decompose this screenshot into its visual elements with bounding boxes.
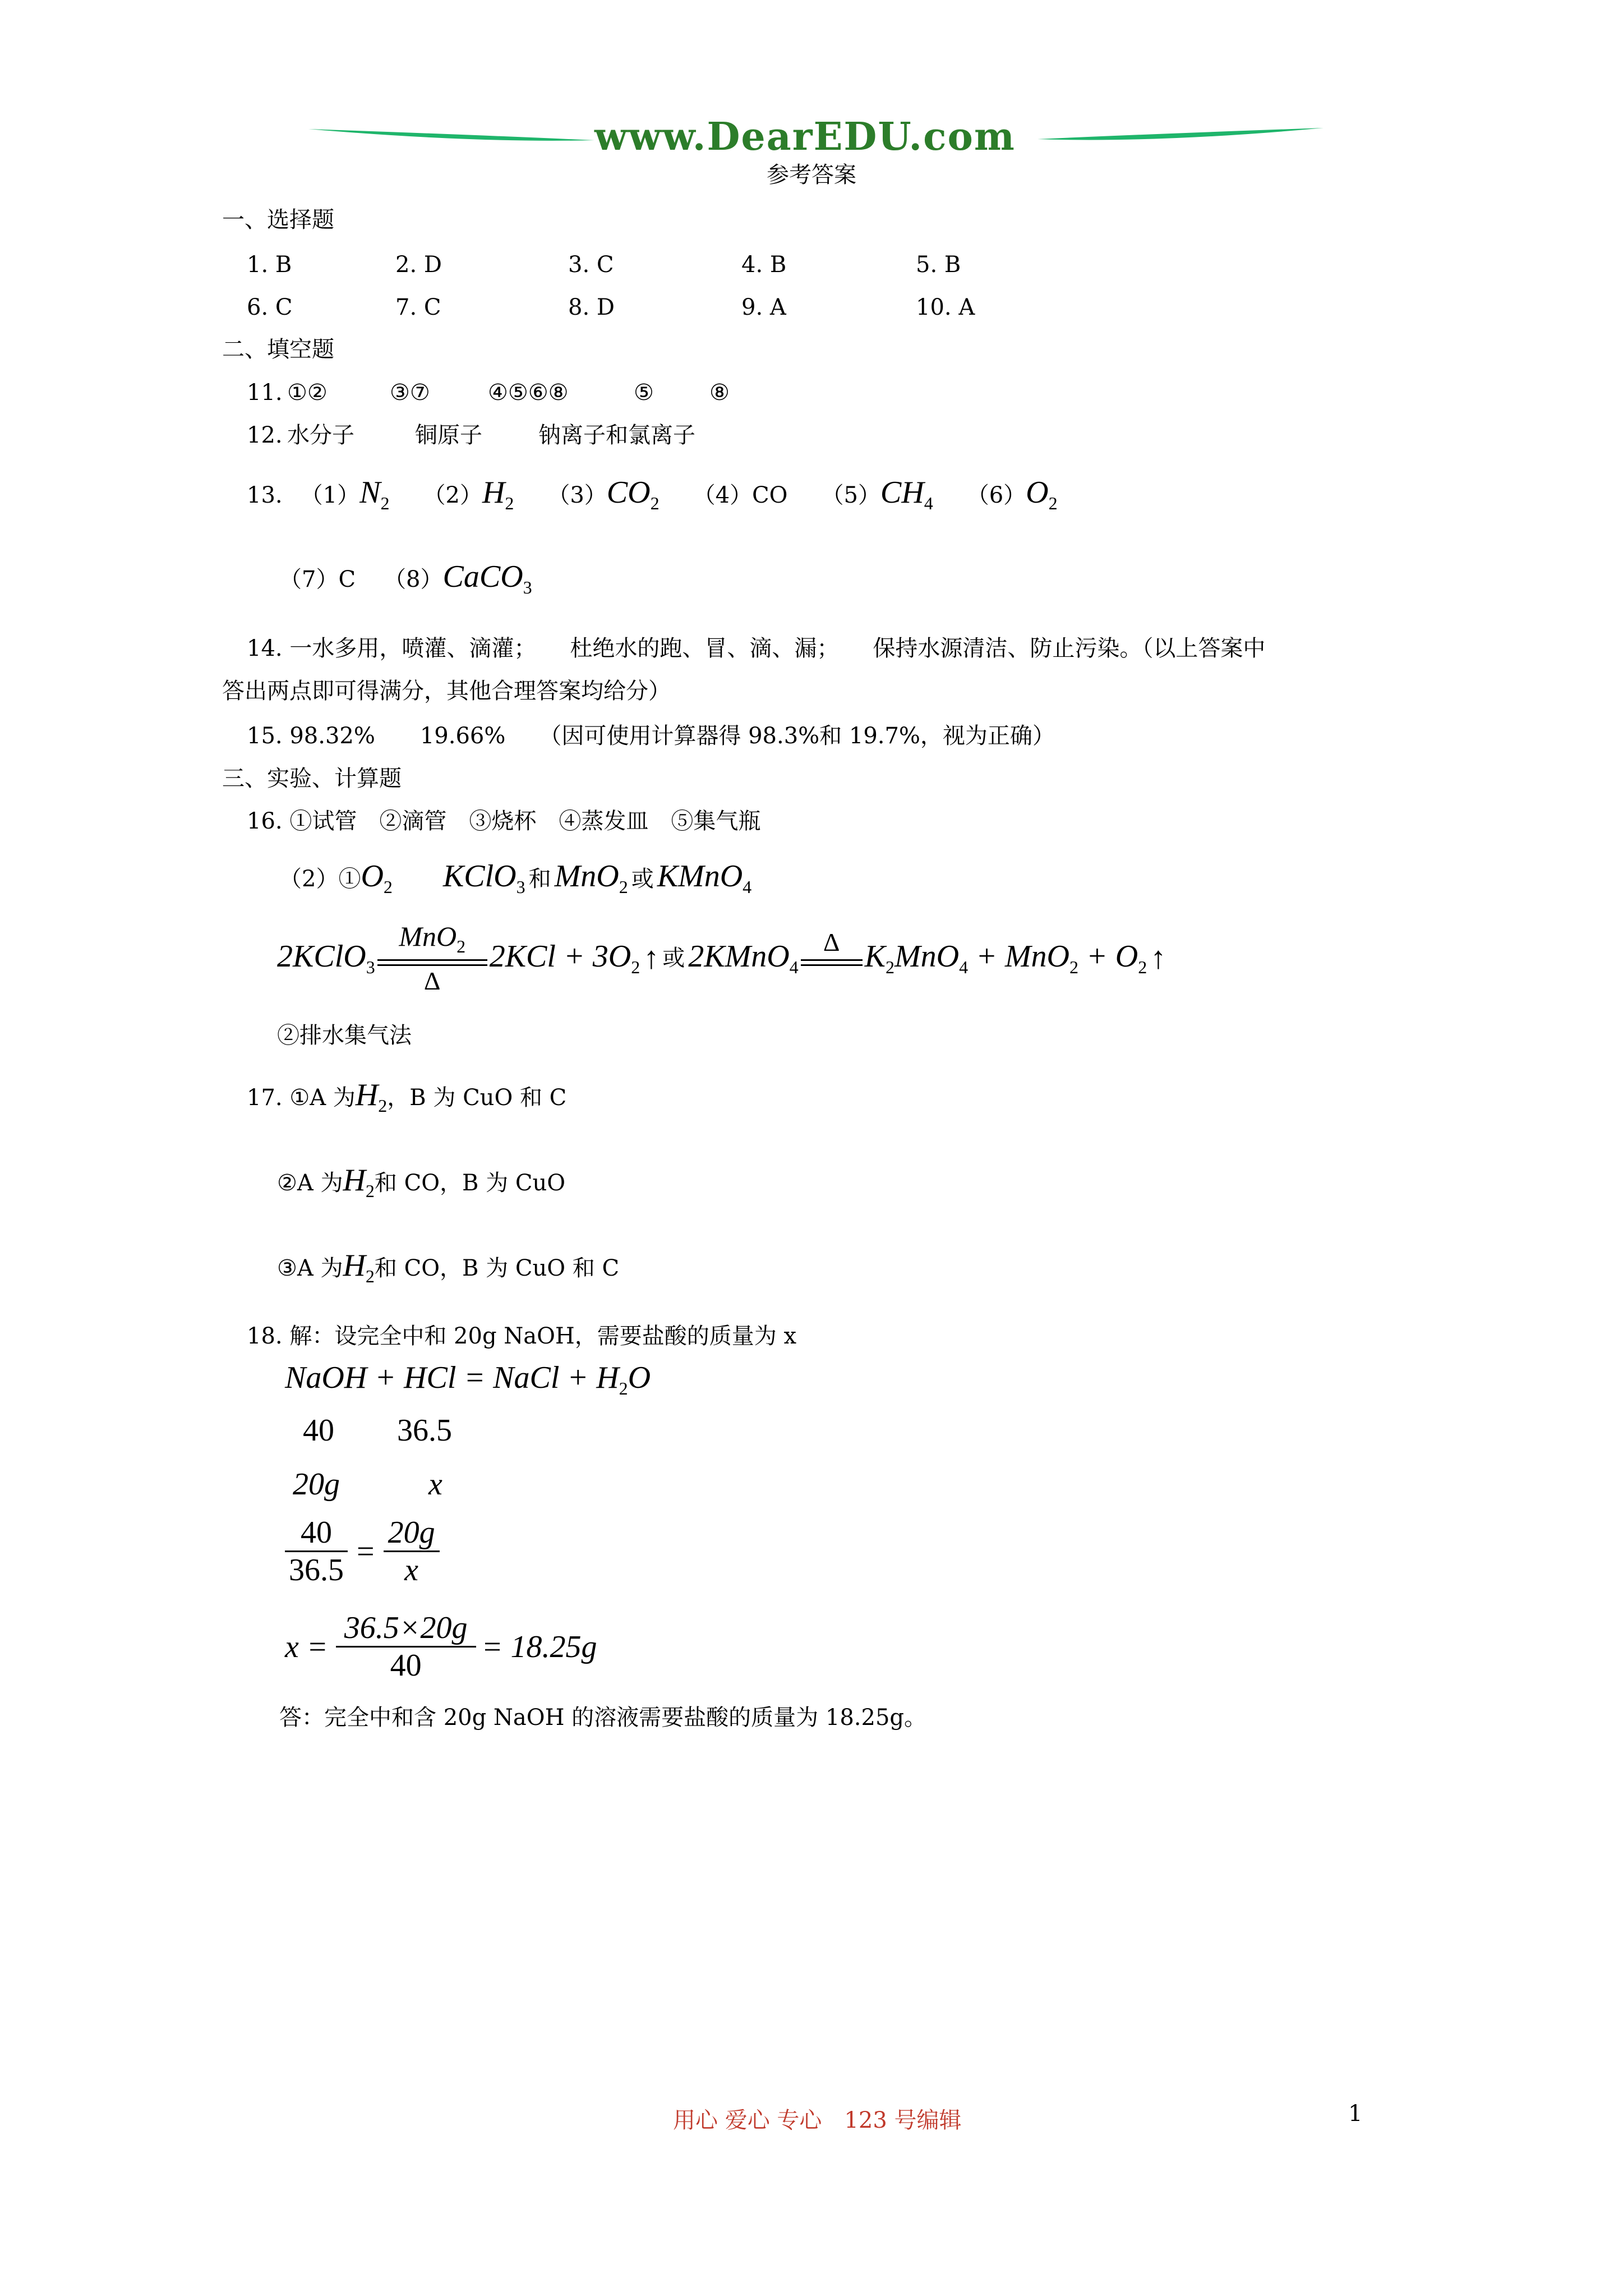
or-text-2: 或 [662,945,685,971]
choice-10: 10. A [916,295,975,320]
choice-1: 1. B [247,252,292,278]
q13-label-1: （1） [300,482,360,508]
catalyst-mno2: MnO$_2$ [399,921,466,956]
solution-denominator: 40 [390,1648,422,1683]
q13-row2 [279,559,532,598]
choice-7: 7. C [395,295,441,320]
formula-h2: $H_2$ [482,475,514,513]
q11-number: 11. [247,380,283,406]
section-experiment: 三、实验、计算题 [222,766,402,792]
formula-kclo3: KClO$_3$ [442,859,525,897]
q13-label-3: （3） [547,482,607,508]
choice-9: 9. A [741,295,786,320]
q17-answer-2 [277,1162,565,1202]
eq-condition-1 [377,920,487,996]
q13-row1 [247,475,1058,514]
q16-line2 [279,858,751,898]
page-title: 参考答案 [767,162,856,188]
formula-caco3: CaCO$_3$ [442,559,532,597]
q11-answer-4: ⑤ [634,380,654,406]
section-choice: 一、选择题 [222,207,334,233]
formula-mno2: MnO$_2$ [554,859,628,897]
q14-line2: 答出两点即可得满分，其他合理答案均给分） [222,678,671,704]
q11-answer-3: ④⑤⑥⑧ [488,380,569,406]
q11-answer-1: ①② [287,380,328,406]
q14-line1: 14. 一水多用，喷灌、滴灌； 杜绝水的跑、冒、滴、漏； 保持水源清洁、防止污染。（以上答案中 [247,636,1266,661]
solution-lhs: x = [285,1629,328,1664]
eq-products-2: $K_2MnO_4 + MnO_2 + O_2$ [864,938,1147,977]
eq-products-1: $2KCl + 3O_2$ [489,938,640,977]
choice-6: 6. C [247,295,293,320]
choice-8: 8. D [568,295,615,320]
eq-condition-2 [801,927,863,988]
formula-h2: $H_2$ [343,1248,375,1286]
solution-rhs: = 18.25g [481,1629,597,1664]
q16-equation [277,920,1166,996]
fraction-left [285,1515,348,1588]
q12-number: 12. [247,422,283,448]
q17-a2-rest: 和 CO，B 为 CuO [374,1170,566,1196]
choice-2: 2. D [395,252,442,278]
formula-ch4: $CH_4$ [880,475,933,513]
q13-label-2: （2） [423,482,482,508]
or-text: 或 [631,866,654,892]
gas-arrow-icon: ↑ [643,940,660,976]
q16-line1: 16. ①试管 ②滴管 ③烧杯 ④蒸发皿 ⑤集气瓶 [247,808,761,834]
q18-proportion [285,1515,440,1588]
eq-reactant-kmno4: 2KMnO$_4$ [688,938,799,977]
q16-part2-label: （2）① [279,866,361,892]
q16-collection-method: ②排水集气法 [277,1023,412,1048]
q13-number: 13. [247,482,283,508]
q17-a1-rest: ，B 为 CuO 和 C [387,1085,567,1111]
fraction-right [384,1515,440,1588]
q18-final-answer: 答：完全中和含 20g NaOH 的溶液需要盐酸的质量为 18.25g。 [279,1705,927,1731]
q17-a3-text: ③A 为 [277,1255,343,1281]
q13-label-8: （8） [384,567,443,592]
heat-symbol: Δ [423,967,441,995]
fraction-right-denominator: x [404,1553,419,1588]
site-logo: www.DearEDU.com [594,114,1016,159]
formula-kmno4: KMnO$_4$ [657,859,752,897]
q13-label-6: （6） [966,482,1026,508]
q17-a2-text: ②A 为 [277,1170,343,1196]
q18-molar-hcl: 36.5 [397,1413,452,1448]
formula-o2: $O_2$ [361,859,393,897]
q15-answer: 15. 98.32% 19.66% （因可使用计算器得 98.3%和 19.7%，视为正确） [247,723,1055,749]
q13-label-5: （5） [821,482,880,508]
q18-mass-x: x [428,1467,442,1502]
fraction-left-numerator: 40 [301,1515,332,1550]
q17-a1-text: 17. ①A 为 [247,1085,356,1111]
footer-text: 用心 爱心 专心 123 号编辑 [673,2108,962,2133]
heat-symbol: Δ [823,928,840,956]
q18-molar-naoh: 40 [303,1413,334,1448]
fraction-left-denominator: 36.5 [289,1553,344,1588]
fraction-right-numerator: 20g [388,1515,435,1550]
q18-intro: 18. 解：设完全中和 20g NaOH，需要盐酸的质量为 x [247,1323,797,1349]
q12-answer-3: 钠离子和氯离子 [538,422,695,448]
choice-4: 4. B [741,252,787,278]
q18-solution [285,1610,597,1683]
q13-label-7: （7）C [279,567,356,592]
gas-arrow-icon: ↑ [1150,940,1166,976]
choice-3: 3. C [568,252,614,278]
formula-o2: $O_2$ [1026,475,1058,513]
solution-fraction [336,1610,476,1683]
q18-equation: NaOH + HCl = NaCl + $H_2O$ [285,1360,651,1398]
and-text: 和 [528,866,551,892]
q12-answer-1: 水分子 [287,422,354,448]
q17-answer-3 [277,1248,619,1287]
formula-co2: $CO_2$ [606,475,660,513]
q17-a3-rest: 和 CO，B 为 CuO 和 C [374,1255,620,1281]
choice-5: 5. B [916,252,961,278]
formula-h2: $H_2$ [343,1163,375,1201]
q11-answer-5: ⑧ [709,380,730,406]
page-number: 1 [1348,2101,1363,2127]
equals-sign: = [357,1534,375,1569]
section-fill: 二、填空题 [222,337,334,362]
eq-reactant-kclo3: 2KClO$_3$ [277,938,375,977]
q18-mass-naoh: 20g [293,1467,340,1502]
q17-answer-1 [247,1077,566,1116]
formula-h2: $H_2$ [355,1078,388,1116]
solution-numerator: 36.5×20g [344,1611,468,1645]
formula-n2: $N_2$ [359,475,390,513]
q13-label-4: （4）CO [693,482,788,508]
q12-answer-2: 铜原子 [415,422,482,448]
q11-answer-2: ③⑦ [390,380,430,406]
